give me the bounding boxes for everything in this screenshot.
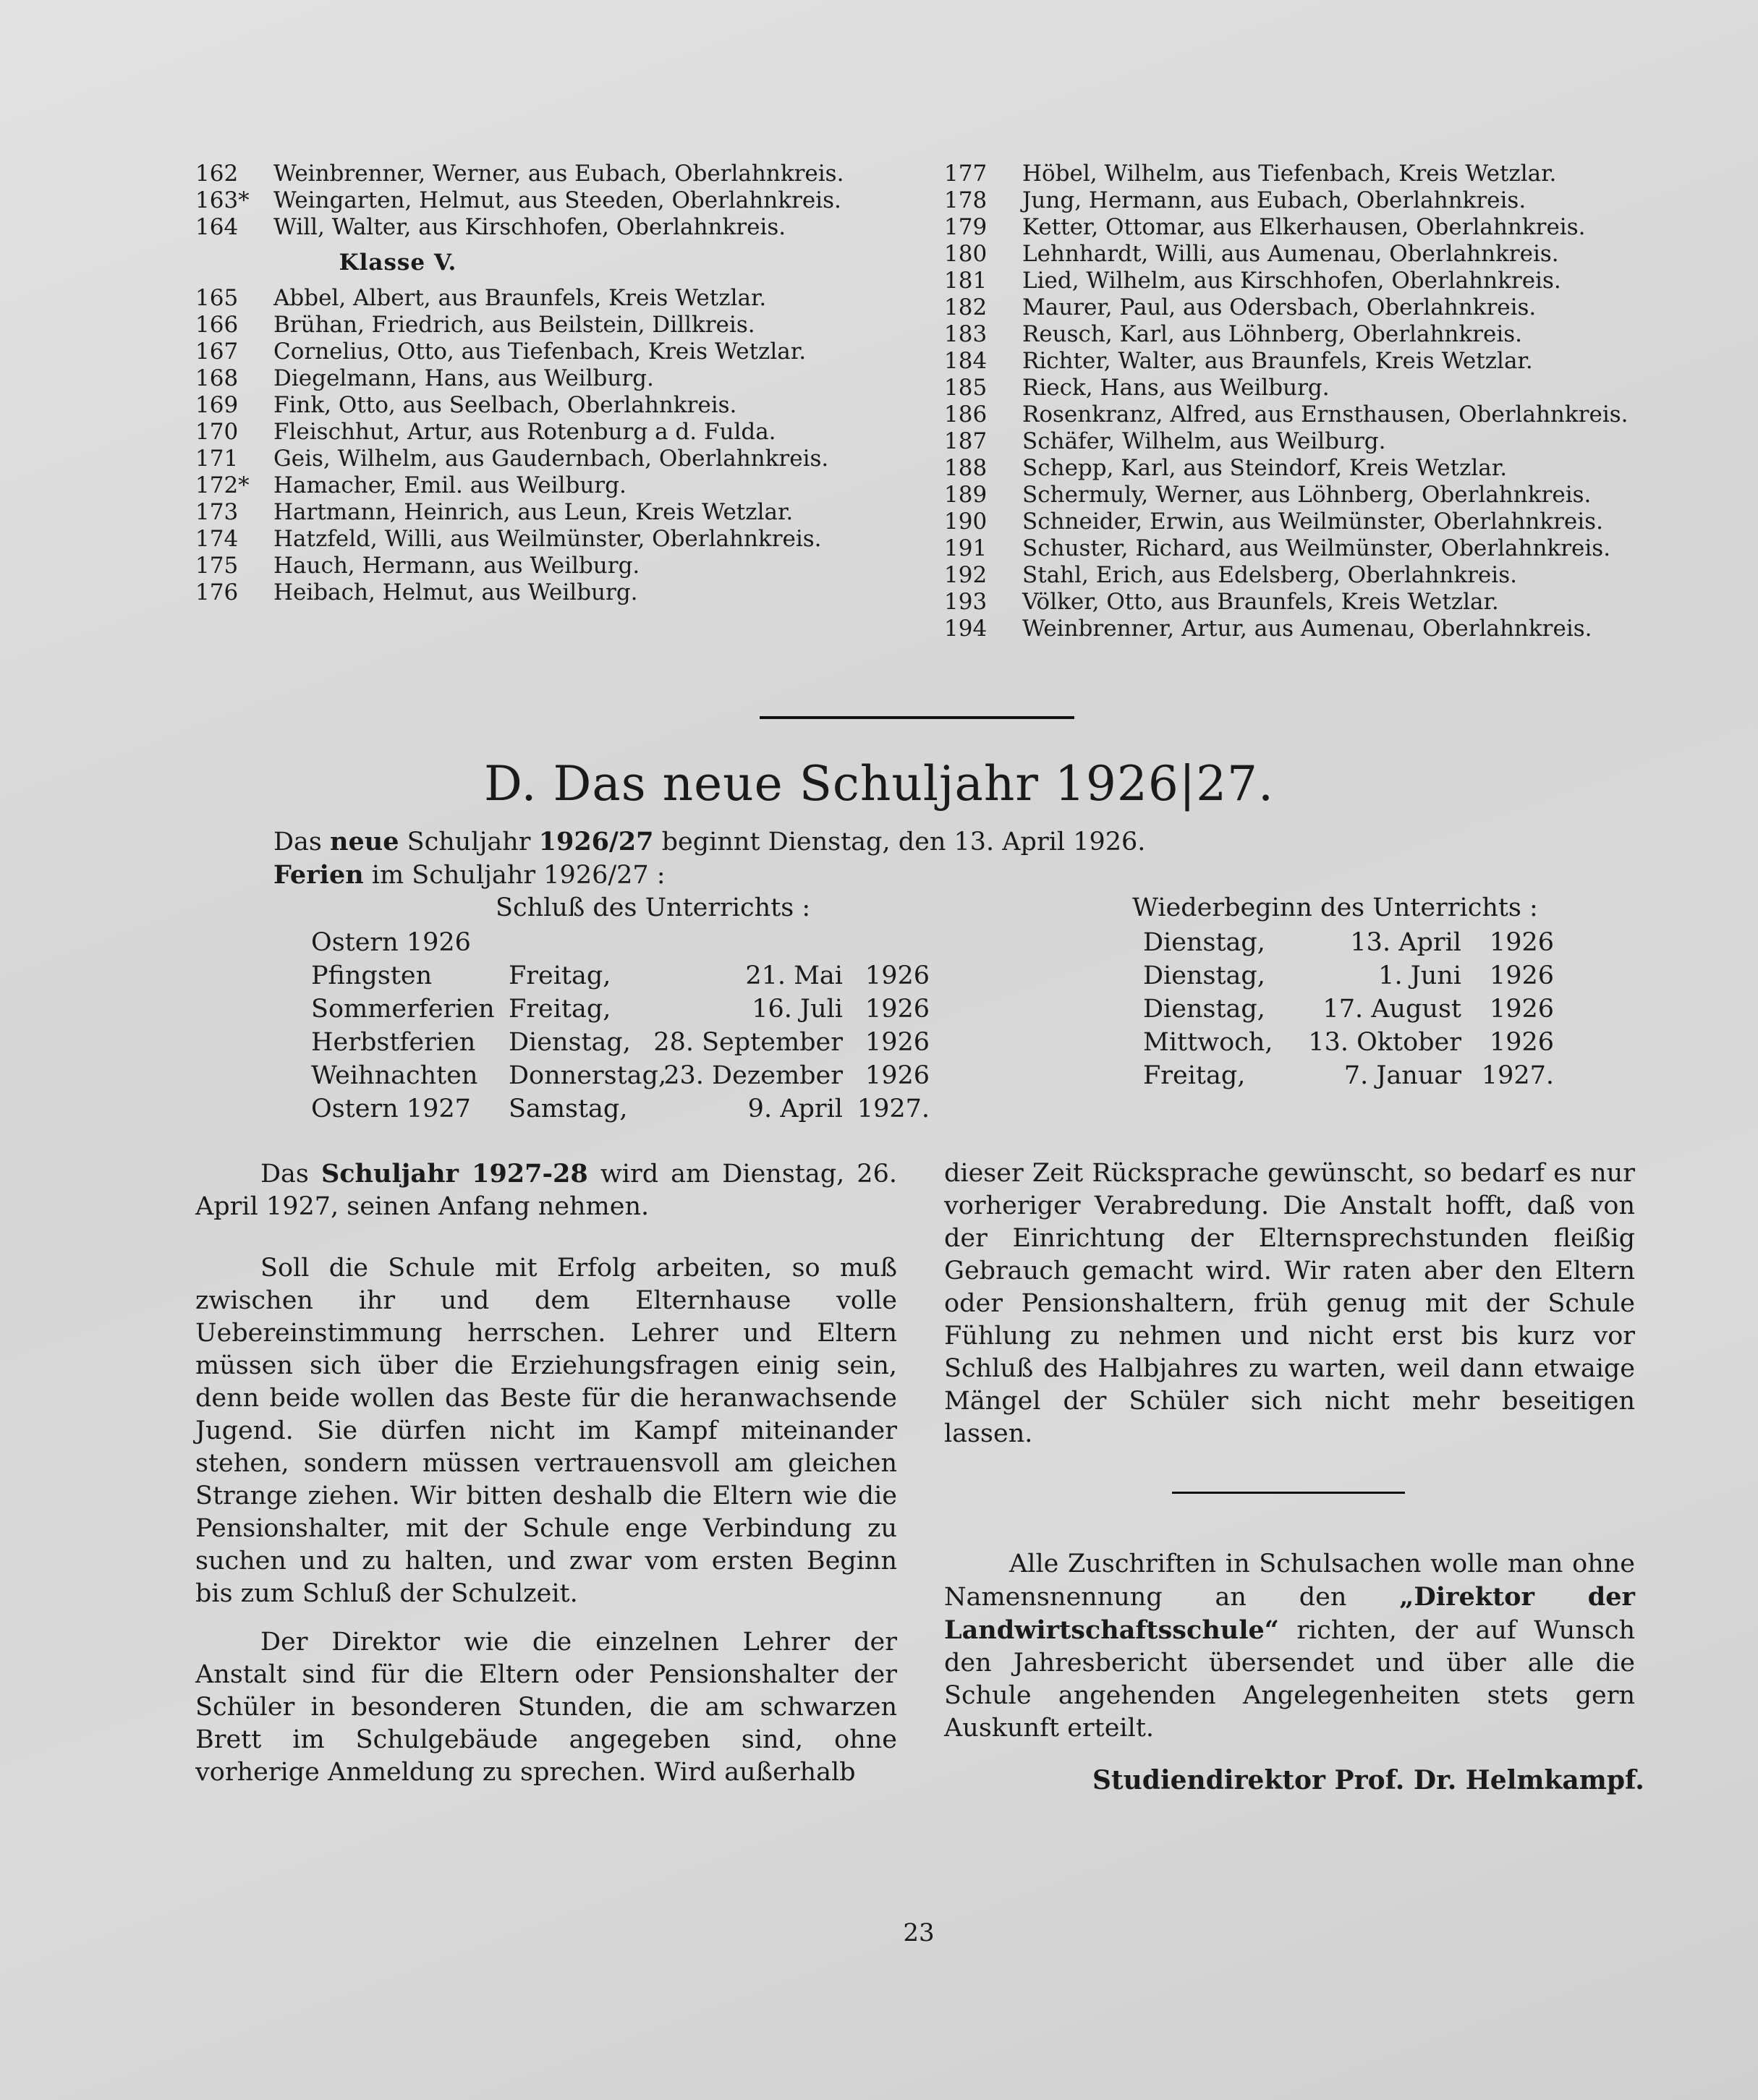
roster-number: 169 [195, 392, 239, 418]
ferien-date: 9. April [747, 1094, 843, 1123]
wiederbeginn-date: 17. August [1322, 995, 1461, 1024]
page-number: 23 [903, 1918, 935, 1947]
wiederbeginn-header: Wiederbeginn des Unterrichts : [1132, 893, 1538, 922]
ferien-year: 1926 [865, 1061, 930, 1090]
column-divider [1172, 1492, 1405, 1494]
roster-entry [944, 428, 1675, 455]
roster-entry [195, 472, 919, 499]
roster-entry [944, 401, 1675, 428]
ferien-year: 1927. [857, 1094, 930, 1123]
wiederbeginn-year: 1926 [1489, 995, 1554, 1024]
roster-name: Rosenkranz, Alfred, aus Ernsthausen, Oberlahnkreis. [1022, 401, 1629, 428]
roster-entry [944, 294, 1675, 321]
roster-number: 190 [944, 509, 988, 535]
roster-entry [195, 285, 919, 312]
ferien-row [311, 1092, 930, 1126]
text-run-bold: Schuljahr 1927-28 [320, 1159, 588, 1189]
ferien-row [311, 959, 930, 992]
roster-left [195, 161, 919, 606]
ferien-weekday: Donnerstag, [509, 1061, 667, 1090]
roster-number: 192 [944, 562, 988, 588]
roster-number: 194 [944, 616, 988, 642]
text-run: wird am Dienstag, 26. April 1927, seinen Anfang nehmen. [195, 1160, 897, 1221]
ferien-weekday [509, 926, 640, 959]
wiederbeginn-row [1143, 1026, 1554, 1059]
roster-entry [195, 187, 919, 214]
text-run: richten, der auf Wunsch den Jahresbericht übersendet und über alle die Schule angehenden Angelegenheiten stets gern Auskunft erteilt. [944, 1616, 1635, 1743]
ferien-holiday-name: Herbstferien [311, 1028, 476, 1057]
correspondence-block [944, 1548, 1635, 1745]
roster-number: 168 [195, 365, 239, 391]
roster-entry [195, 526, 919, 553]
wiederbeginn-row [1143, 959, 1554, 992]
ferien-holiday-name: Sommerferien [311, 995, 495, 1024]
roster-name: Lehnhardt, Willi, aus Aumenau, Oberlahnkreis. [1022, 241, 1559, 267]
roster-name: Lied, Wilhelm, aus Kirschhofen, Oberlahnkreis. [1022, 268, 1561, 294]
ferien-year: 1926 [865, 961, 930, 990]
roster-entry [944, 535, 1675, 562]
wiederbeginn-weekday: Freitag, [1143, 1061, 1246, 1090]
roster-number: 172* [195, 472, 250, 498]
ferien-weekday: Samstag, [509, 1094, 628, 1123]
roster-name: Schepp, Karl, aus Steindorf, Kreis Wetzlar. [1022, 455, 1508, 481]
schuljahr-paragraph [195, 1157, 897, 1223]
roster-name: Maurer, Paul, aus Odersbach, Oberlahnkreis. [1022, 294, 1537, 320]
roster-name: Richter, Walter, aus Braunfels, Kreis Wetzlar. [1022, 348, 1533, 374]
roster-name: Weinbrenner, Artur, aus Aumenau, Oberlahnkreis. [1022, 616, 1592, 642]
intro-word: Das [273, 828, 322, 856]
roster-entry [195, 392, 919, 419]
wiederbeginn-weekday: Dienstag, [1143, 995, 1265, 1024]
appointment-paragraph: dieser Zeit Rücksprache gewünscht, so bedarf es nur vorheriger Verabredung. Die Anstalt hofft, daß von der Einrichtung der Elternsprechstunden fleißig Gebrauch gemacht wird. Wir raten aber den Eltern oder Pensionshaltern, früh genug mit der Schule Fühlung zu nehmen und nicht erst bis kurz vor Schluß des Halbjahres zu warten, weil dann etwaige Mängel der Schüler sich nicht mehr beseitigen lassen. [944, 1159, 1635, 1448]
roster-name: Schneider, Erwin, aus Weilmünster, Oberlahnkreis. [1022, 509, 1603, 535]
roster-number: 173 [195, 499, 239, 525]
roster-entry [944, 482, 1675, 509]
section-divider [760, 716, 1074, 719]
intro-line-1 [273, 827, 1145, 856]
roster-entry [195, 553, 919, 579]
ferien-row [311, 992, 930, 1026]
roster-name: Brühan, Friedrich, aus Beilstein, Dillkreis. [273, 312, 755, 338]
roster-entry [944, 321, 1675, 348]
roster-entry [944, 375, 1675, 401]
ferien-row [311, 1026, 930, 1059]
roster-entry [944, 509, 1675, 535]
correspondence-paragraph [944, 1548, 1635, 1745]
roster-number: 166 [195, 312, 239, 338]
roster-name: Ketter, Ottomar, aus Elkerhausen, Oberlahnkreis. [1022, 214, 1586, 240]
signature: Studiendirektor Prof. Dr. Helmkampf. [1092, 1765, 1644, 1795]
roster-number: 193 [944, 589, 988, 615]
intro-year-bold: 1926/27 [538, 827, 654, 856]
section-heading: D. Das neue Schuljahr 1926|27. [483, 756, 1275, 812]
roster-number: 179 [944, 214, 988, 240]
ferien-weekday: Freitag, [509, 995, 611, 1024]
intro-word: Schuljahr [407, 828, 531, 856]
roster-name: Hauch, Hermann, aus Weilburg. [273, 553, 640, 579]
ferien-year [843, 926, 930, 959]
roster-number: 167 [195, 339, 239, 365]
roster-number: 174 [195, 526, 239, 552]
roster-entry [944, 241, 1675, 268]
roster-entry [195, 214, 919, 241]
cooperation-paragraph: Soll die Schule mit Erfolg arbeiten, so muß zwischen ihr und dem Elternhause volle Uebereinstimmung herrschen. Lehrer und Eltern müssen sich über die Erziehungsfragen einig sein, denn beide wollen das Beste für die heranwachsende Jugend. Sie dürfen nicht im Kampf miteinander stehen, sondern müssen vertrauensvoll am gleichen Strange ziehen. Wir bitten deshalb die Eltern wie die Pensionshalter, mit der Schule enge Verbindung zu suchen und zu halten, und zwar vom ersten Beginn bis zum Schluß der Schulzeit. [195, 1254, 897, 1608]
roster-name: Weingarten, Helmut, aus Steeden, Oberlahnkreis. [273, 187, 841, 213]
roster-name: Diegelmann, Hans, aus Weilburg. [273, 365, 654, 391]
intro-line-2 [273, 860, 666, 890]
ferien-holiday-name: Ostern 1926 [311, 928, 471, 957]
ferien-weekday: Freitag, [509, 961, 611, 990]
ferien-date: 23. Dezember [663, 1061, 843, 1090]
wiederbeginn-date: 7. Januar [1343, 1061, 1461, 1090]
ferien-holiday-name: Pfingsten [311, 961, 433, 990]
intro-start-date: beginnt Dienstag, den 13. April 1926. [661, 828, 1146, 856]
roster-entry [944, 161, 1675, 187]
body-right-column [944, 1157, 1635, 1450]
wiederbeginn-year: 1926 [1489, 961, 1554, 990]
roster-entry [944, 562, 1675, 589]
roster-name: Schäfer, Wilhelm, aus Weilburg. [1022, 428, 1386, 454]
wiederbeginn-year: 1926 [1489, 1028, 1554, 1057]
ferien-date: 28. September [653, 1028, 843, 1057]
ferien-holiday-name: Weihnachten [311, 1061, 478, 1090]
roster-name: Fink, Otto, aus Seelbach, Oberlahnkreis. [273, 392, 737, 418]
roster-entry [944, 187, 1675, 214]
roster-name: Stahl, Erich, aus Edelsberg, Oberlahnkreis. [1022, 562, 1517, 588]
roster-number: 162 [195, 161, 239, 187]
ferien-weekday: Dienstag, [509, 1028, 631, 1057]
roster-entry [944, 616, 1675, 642]
roster-entry [944, 455, 1675, 482]
roster-entry [195, 579, 919, 606]
roster-number: 170 [195, 419, 239, 445]
schluss-header: Schluß des Unterrichts : [496, 893, 811, 922]
roster-name: Weinbrenner, Werner, aus Eubach, Oberlahnkreis. [273, 161, 844, 187]
roster-number: 184 [944, 348, 988, 374]
body-left-column [195, 1157, 897, 1789]
roster-name: Völker, Otto, aus Braunfels, Kreis Wetzlar. [1022, 589, 1499, 615]
roster-number: 191 [944, 535, 988, 561]
text-run: Alle Zuschriften in Schulsachen wolle man ohne Namensnennung an den [944, 1550, 1635, 1612]
roster-number: 171 [195, 446, 239, 472]
roster-number: 164 [195, 214, 239, 240]
roster-right [944, 161, 1675, 642]
ferien-table [311, 926, 930, 1126]
roster-name: Will, Walter, aus Kirschhofen, Oberlahnkreis. [273, 214, 786, 240]
roster-entry [944, 348, 1675, 375]
roster-number: 165 [195, 285, 239, 311]
roster-number: 187 [944, 428, 988, 454]
roster-number: 189 [944, 482, 988, 508]
roster-entry [195, 161, 919, 187]
ferien-row [311, 1059, 930, 1092]
roster-name: Abbel, Albert, aus Braunfels, Kreis Wetzlar. [273, 285, 767, 311]
roster-entry [195, 312, 919, 339]
roster-name: Schermuly, Werner, aus Löhnberg, Oberlahnkreis. [1022, 482, 1592, 508]
roster-entry [944, 214, 1675, 241]
roster-number: 175 [195, 553, 239, 579]
klasse-heading: Klasse V. [339, 250, 457, 276]
roster-number: 188 [944, 455, 988, 481]
ferien-holiday-name: Ostern 1927 [311, 1094, 471, 1123]
wiederbeginn-table [1143, 926, 1554, 1092]
ferien-date: 21. Mai [745, 961, 843, 990]
ferien-label: Ferien [273, 860, 364, 890]
roster-number: 181 [944, 268, 988, 294]
roster-name: Hatzfeld, Willi, aus Weilmünster, Oberlahnkreis. [273, 526, 822, 552]
office-hours-paragraph: Der Direktor wie die einzelnen Lehrer der Anstalt sind für die Eltern oder Pensionshalter der Schüler in besonderen Stunden, die am schwarzen Brett im Schulgebäude angegeben sind, ohne vorherige Anmeldung zu sprechen. Wird außerhalb [195, 1628, 897, 1787]
wiederbeginn-date: 13. April [1350, 928, 1461, 957]
roster-entry [944, 268, 1675, 294]
roster-name: Jung, Hermann, aus Eubach, Oberlahnkreis. [1022, 187, 1526, 213]
wiederbeginn-weekday: Dienstag, [1143, 961, 1265, 990]
ferien-year: 1926 [865, 995, 930, 1024]
ferien-date: 16. Juli [752, 995, 843, 1024]
roster-name: Höbel, Wilhelm, aus Tiefenbach, Kreis Wetzlar. [1022, 161, 1557, 187]
roster-name: Reusch, Karl, aus Löhnberg, Oberlahnkreis. [1022, 321, 1523, 347]
roster-number: 178 [944, 187, 988, 213]
intro-word-bold: neue [330, 827, 399, 856]
roster-number: 183 [944, 321, 988, 347]
wiederbeginn-weekday: Dienstag, [1143, 928, 1265, 957]
roster-entry [195, 365, 919, 392]
roster-number: 182 [944, 294, 988, 320]
ferien-row [311, 926, 930, 959]
roster-name: Hartmann, Heinrich, aus Leun, Kreis Wetzlar. [273, 499, 794, 525]
roster-name: Fleischhut, Artur, aus Rotenburg a d. Fulda. [273, 419, 776, 445]
roster-name: Cornelius, Otto, aus Tiefenbach, Kreis Wetzlar. [273, 339, 807, 365]
roster-entry [195, 419, 919, 446]
roster-name: Geis, Wilhelm, aus Gaudernbach, Oberlahnkreis. [273, 446, 829, 472]
wiederbeginn-year: 1926 [1489, 928, 1554, 957]
text-run: Das [260, 1160, 309, 1189]
wiederbeginn-date: 1. Juni [1378, 961, 1461, 990]
wiederbeginn-row [1143, 926, 1554, 959]
roster-entry [195, 499, 919, 526]
roster-number: 185 [944, 375, 988, 401]
wiederbeginn-weekday: Mittwoch, [1143, 1028, 1273, 1057]
wiederbeginn-year: 1927. [1481, 1061, 1554, 1090]
ferien-date [640, 926, 843, 959]
roster-number: 177 [944, 161, 988, 187]
roster-name: Schuster, Richard, aus Weilmünster, Oberlahnkreis. [1022, 535, 1611, 561]
text-run-bold: „Direktor der Landwirtschaftsschule“ [944, 1582, 1635, 1645]
ferien-year: 1926 [865, 1028, 930, 1057]
wiederbeginn-row [1143, 992, 1554, 1026]
roster-entry [195, 446, 919, 472]
roster-entry [195, 339, 919, 365]
roster-number: 180 [944, 241, 988, 267]
roster-entry [944, 589, 1675, 616]
roster-name: Heibach, Helmut, aus Weilburg. [273, 579, 638, 605]
roster-number: 163* [195, 187, 250, 213]
wiederbeginn-date: 13. Oktober [1308, 1028, 1461, 1057]
ferien-label-rest: im Schuljahr 1926/27 : [371, 861, 666, 890]
roster-number: 176 [195, 579, 239, 605]
roster-number: 186 [944, 401, 988, 428]
roster-name: Rieck, Hans, aus Weilburg. [1022, 375, 1330, 401]
roster-name: Hamacher, Emil. aus Weilburg. [273, 472, 627, 498]
wiederbeginn-row [1143, 1059, 1554, 1092]
